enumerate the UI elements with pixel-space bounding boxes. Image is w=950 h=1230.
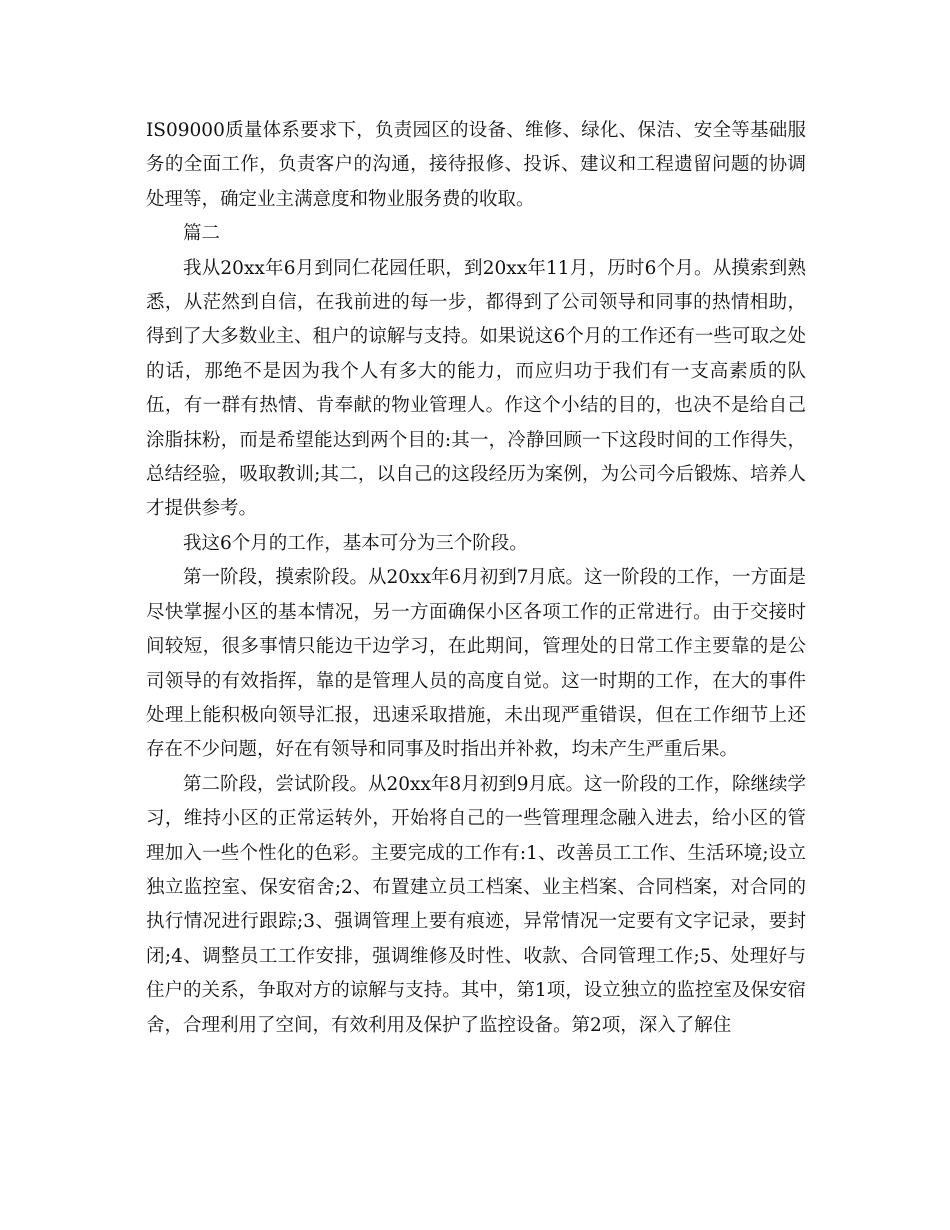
- paragraph-stage-two: 第二阶段，尝试阶段。从20xx年8月初到9月底。这一阶段的工作，除继续学习，维持小区的正常运转外，开始将自己的一些管理理念融入进去，给小区的管理加入一些个性化的色彩。主要完成的工作有:1、改善员工工作、生活环境;设立独立监控室、保安宿舍;2、布置建立员工档案、业主档案、合同档案，对合同的执行情况进行跟踪;3、强调管理上要有痕迹，异常情况一定要有文字记录，要封闭;4、调整员工工作安排，强调维修及时性、收款、合同管理工作;5、处理好与住户的关系，争取对方的谅解与支持。其中，第1项，设立独立的监控室及保安宿舍，合理利用了空间，有效利用及保护了监控设备。第2项，深入了解住: [146, 773, 806, 1036]
- document-page: [146, 114, 806, 1043]
- paragraph-stage-one: 第一阶段，摸索阶段。从20xx年6月初到7月底。这一阶段的工作，一方面是尽快掌握小区的基本情况，另一方面确保小区各项工作的正常进行。由于交接时间较短，很多事情只能边干边学习，在此期间，管理处的日常工作主要靠的是公司领导的有效指挥，靠的是管理人员的高度自觉。这一时期的工作，在大的事件处理上能积极向领导汇报，迅速采取措施，未出现严重错误，但在工作细节上还存在不少问题，好在有领导和同事及时指出并补救，均未产生严重后果。: [146, 567, 806, 761]
- paragraph-overview: 我从20xx年6月到同仁花园任职，到20xx年11月，历时6个月。从摸索到熟悉，从茫然到自信，在我前进的每一步，都得到了公司领导和同事的热情相助，得到了大多数业主、租户的谅解与支持。如果说这6个月的工作还有一些可取之处的话，那绝不是因为我个人有多大的能力，而应归功于我们有一支高素质的队伍，有一群有热情、肯奉献的物业管理人。作这个小结的目的，也决不是给自己涂脂抹粉，而是希望能达到两个目的:其一，冷静回顾一下这段时间的工作得失，总结经验，吸取教训;其二，以自己的这段经历为案例，为公司今后锻炼、培养人才提供参考。: [146, 257, 806, 520]
- section-heading: 篇二: [183, 223, 221, 245]
- paragraph-intro: IS09000质量体系要求下，负责园区的设备、维修、绿化、保洁、安全等基础服务的全面工作，负责客户的沟通，接待报修、投诉、建议和工程遗留问题的协调处理等，确定业主满意度和物业服务费的收取。: [146, 120, 806, 210]
- paragraph-stages-summary: 我这6个月的工作，基本可分为三个阶段。: [183, 532, 528, 554]
